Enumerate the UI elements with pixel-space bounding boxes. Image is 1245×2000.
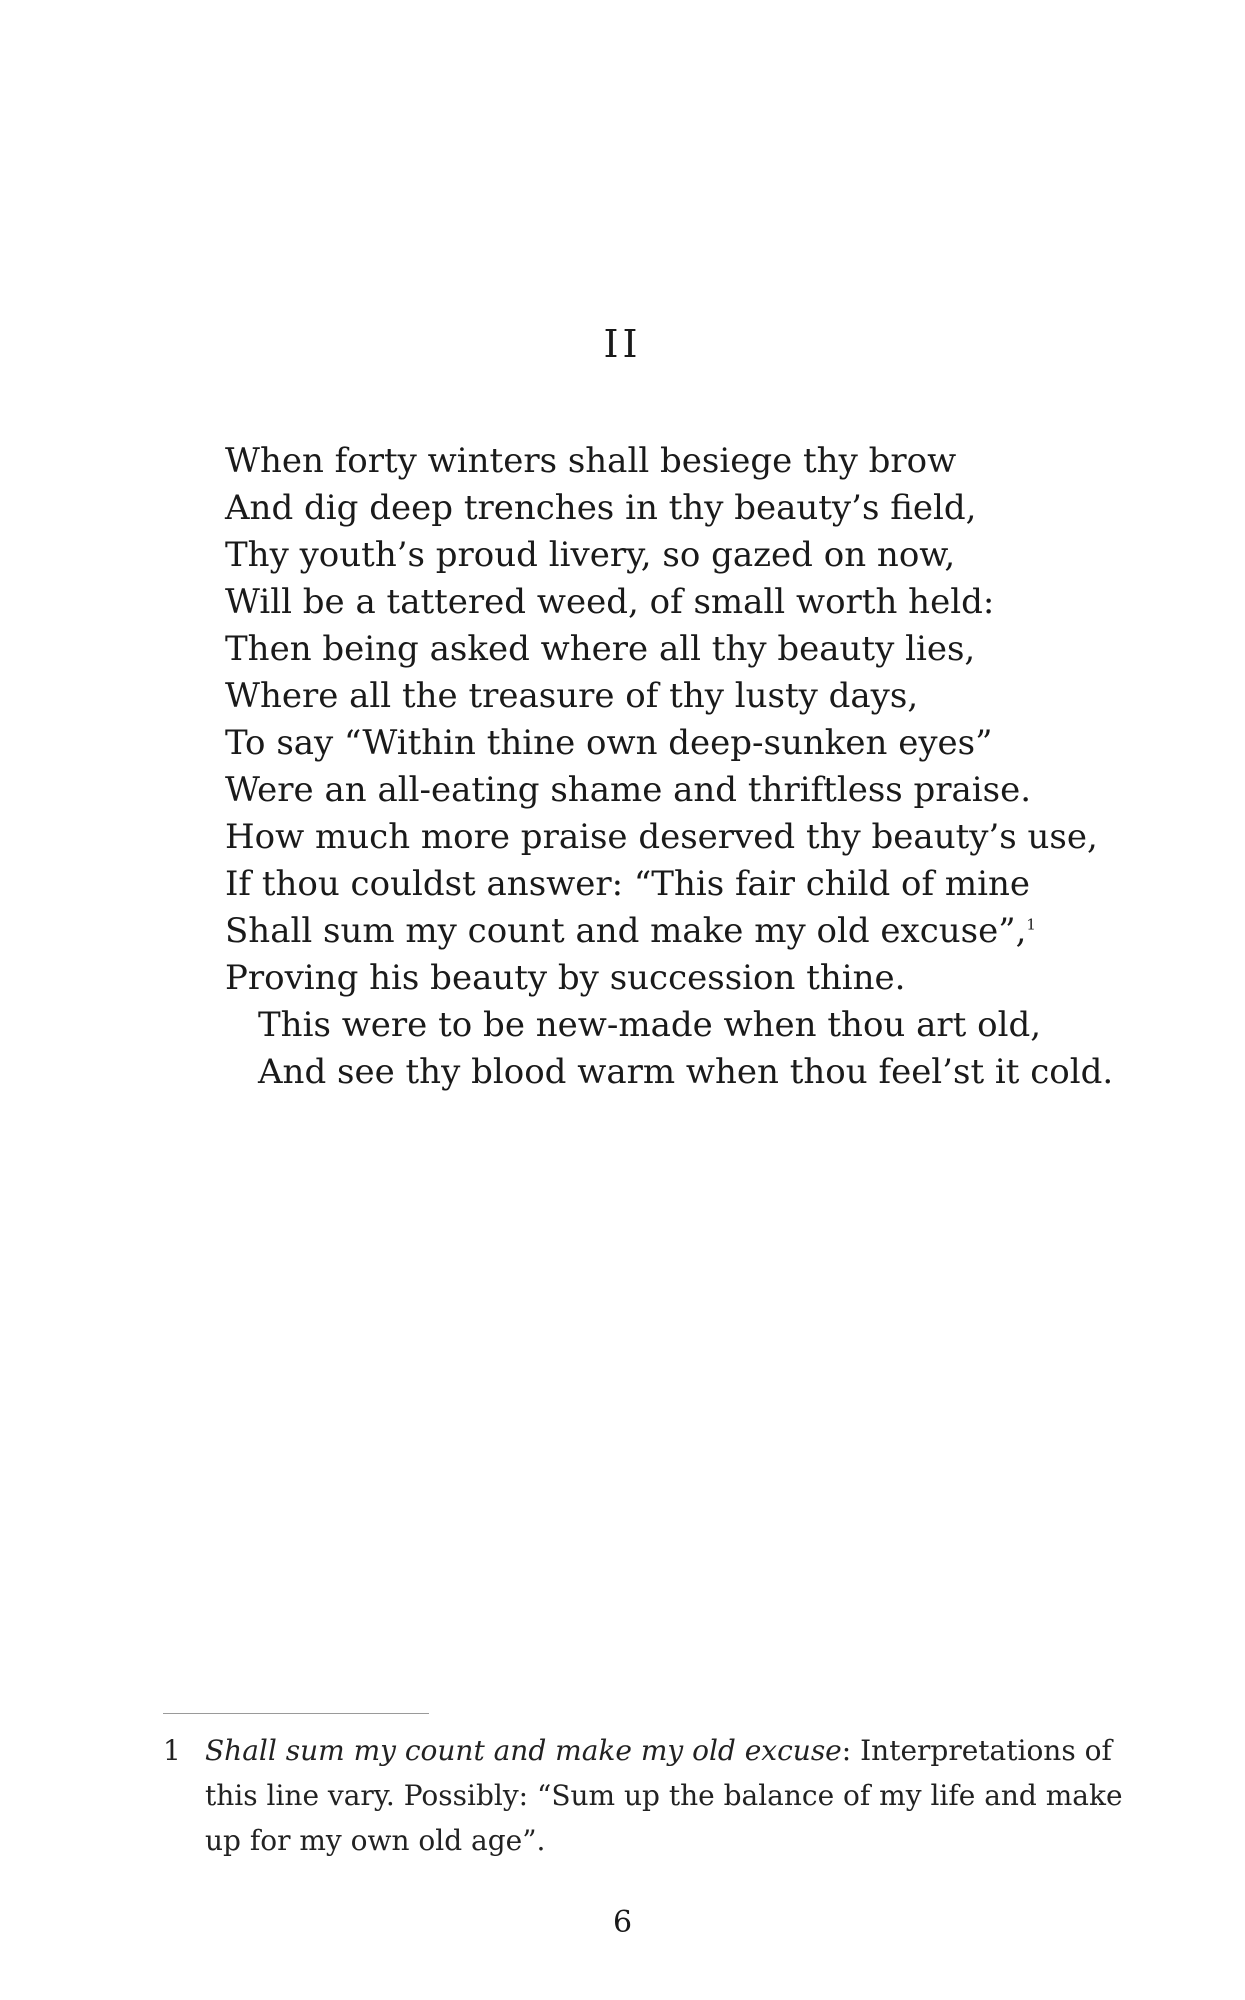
sonnet-text	[225, 438, 1125, 1096]
poem-line-9: How much more praise deserved thy beauty’s use,	[225, 817, 1098, 857]
sonnet-number: II	[603, 322, 642, 366]
poem-line-14: And see thy blood warm when thou feel’st it cold.	[258, 1052, 1114, 1092]
poem-line-5: Then being asked where all thy beauty lies,	[225, 629, 976, 669]
footnote-body	[205, 1728, 1138, 1863]
poem-line-10: If thou couldst answer: “This fair child of mine	[225, 864, 1031, 904]
poem-line-7: To say “Within thine own deep-sunken eyes”	[225, 723, 993, 763]
footnote-lemma: Shall sum my count and make my old excuse	[205, 1734, 842, 1767]
poem-line-4: Will be a tattered weed, of small worth held:	[225, 582, 995, 622]
page-number: 6	[612, 1905, 633, 1940]
poem-line-11	[225, 908, 1125, 955]
footnote-divider	[163, 1713, 429, 1714]
poem-line-8: Were an all-eating shame and thriftless praise.	[225, 770, 1032, 810]
footnote-marker: 1	[1026, 915, 1036, 934]
poem-line-13: This were to be new-made when thou art old,	[258, 1005, 1042, 1045]
poem-line-6: Where all the treasure of thy lusty days,	[225, 676, 919, 716]
footnote-separator: :	[841, 1734, 861, 1767]
poem-line-3: Thy youth’s proud livery, so gazed on now,	[225, 535, 956, 575]
poem-line-11-text: Shall sum my count and make my old excuse”,	[225, 911, 1027, 951]
poem-line-12: Proving his beauty by succession thine.	[225, 958, 906, 998]
poem-line-2: And dig deep trenches in thy beauty’s field,	[225, 488, 977, 528]
poem-line-1: When forty winters shall besiege thy brow	[225, 441, 957, 481]
footnote-number: 1	[163, 1734, 181, 1767]
footnote	[163, 1728, 1138, 1857]
footnote-text: Interpretations of this line vary. Possibly: “Sum up the balance of my life and make up for my own old age”.	[205, 1734, 1123, 1857]
